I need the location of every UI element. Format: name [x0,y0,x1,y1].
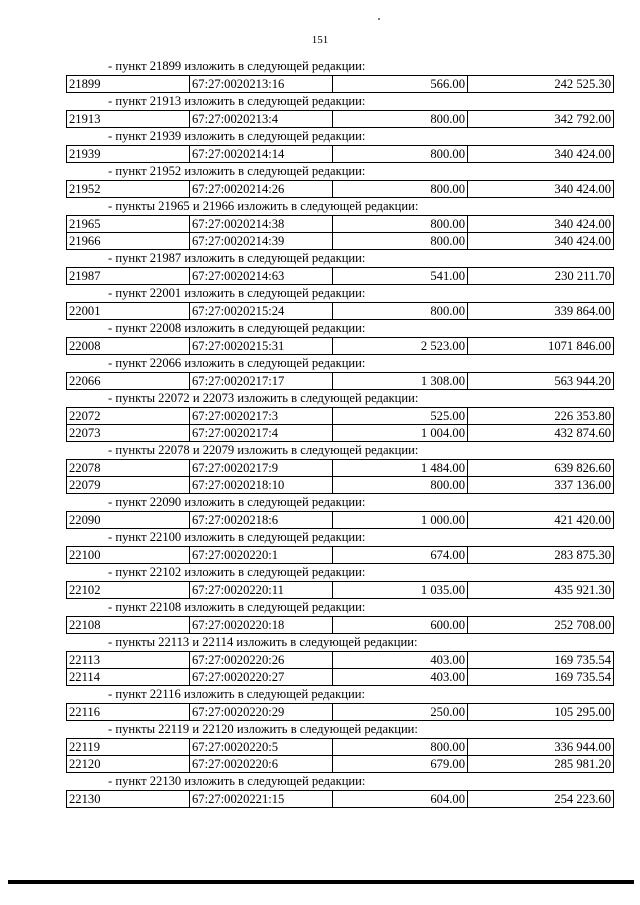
cadastral-number-cell: 67:27:0020217:9 [190,460,333,477]
table-row [67,76,614,93]
point-number-cell: 22120 [67,756,190,773]
value-cell: 242 525.30 [468,76,614,93]
point-number-cell: 22108 [67,617,190,634]
area-cell: 2 523.00 [333,338,468,355]
point-number-cell: 22079 [67,477,190,494]
area-cell: 403.00 [333,669,468,686]
value-cell: 563 944.20 [468,373,614,390]
point-number-cell: 21913 [67,111,190,128]
area-cell: 250.00 [333,704,468,721]
table-row [67,216,614,233]
point-number-cell: 21899 [67,76,190,93]
amendment-table [66,407,614,442]
table-row [67,408,614,425]
area-cell: 403.00 [333,652,468,669]
table-row [67,303,614,320]
point-number-cell: 22113 [67,652,190,669]
area-cell: 800.00 [333,146,468,163]
table-row [67,268,614,285]
amendment-table [66,511,614,529]
amendment-table [66,651,614,686]
value-cell: 105 295.00 [468,704,614,721]
table-row [67,460,614,477]
amendment-heading: - пункт 22008 изложить в следующей редакции: [108,321,366,335]
cadastral-number-cell: 67:27:0020217:3 [190,408,333,425]
cadastral-number-cell: 67:27:0020218:10 [190,477,333,494]
cadastral-number-cell: 67:27:0020220:29 [190,704,333,721]
area-cell: 604.00 [333,791,468,808]
table-row [67,477,614,494]
area-cell: 541.00 [333,268,468,285]
point-number-cell: 22114 [67,669,190,686]
table-row [67,704,614,721]
cadastral-number-cell: 67:27:0020221:15 [190,791,333,808]
table-row [67,669,614,686]
cadastral-number-cell: 67:27:0020215:24 [190,303,333,320]
amendment-heading: - пункт 22066 изложить в следующей редакции: [108,356,366,370]
scan-speck [378,18,380,20]
area-cell: 1 000.00 [333,512,468,529]
point-number-cell: 22072 [67,408,190,425]
value-cell: 226 353.80 [468,408,614,425]
amendment-table [66,459,614,494]
value-cell: 340 424.00 [468,146,614,163]
amendment-heading: - пункты 21965 и 21966 изложить в следующей редакции: [108,199,419,213]
cadastral-number-cell: 67:27:0020218:6 [190,512,333,529]
amendment-table [66,703,614,721]
amendment-table [66,75,614,93]
point-number-cell: 22116 [67,704,190,721]
cadastral-number-cell: 67:27:0020220:27 [190,669,333,686]
amendment-table [66,267,614,285]
value-cell: 254 223.60 [468,791,614,808]
amendment-table [66,145,614,163]
value-cell: 432 874.60 [468,425,614,442]
value-cell: 230 211.70 [468,268,614,285]
amendment-table [66,546,614,564]
table-row [67,756,614,773]
area-cell: 566.00 [333,76,468,93]
cadastral-number-cell: 67:27:0020217:4 [190,425,333,442]
cadastral-number-cell: 67:27:0020217:17 [190,373,333,390]
value-cell: 340 424.00 [468,233,614,250]
value-cell: 336 944.00 [468,739,614,756]
point-number-cell: 21952 [67,181,190,198]
table-row [67,512,614,529]
point-number-cell: 21966 [67,233,190,250]
cadastral-number-cell: 67:27:0020220:11 [190,582,333,599]
cadastral-number-cell: 67:27:0020220:26 [190,652,333,669]
amendment-table [66,337,614,355]
value-cell: 169 735.54 [468,669,614,686]
table-row [67,547,614,564]
area-cell: 800.00 [333,181,468,198]
cadastral-number-cell: 67:27:0020214:38 [190,216,333,233]
amendment-heading: - пункт 22116 изложить в следующей редакции: [108,687,365,701]
table-row [67,338,614,355]
amendment-heading: - пункты 22113 и 22114 изложить в следующей редакции: [108,635,418,649]
table-row [67,233,614,250]
cadastral-number-cell: 67:27:0020220:6 [190,756,333,773]
area-cell: 800.00 [333,477,468,494]
amendment-heading: - пункт 21899 изложить в следующей редакции: [108,59,366,73]
page-number: 151 [311,34,329,46]
area-cell: 1 004.00 [333,425,468,442]
cadastral-number-cell: 67:27:0020213:16 [190,76,333,93]
amendment-table [66,110,614,128]
point-number-cell: 22100 [67,547,190,564]
value-cell: 342 792.00 [468,111,614,128]
table-row [67,582,614,599]
value-cell: 283 875.30 [468,547,614,564]
amendments-list [66,58,614,808]
amendment-heading: - пункт 21987 изложить в следующей редакции: [108,251,366,265]
amendment-table [66,302,614,320]
area-cell: 800.00 [333,216,468,233]
value-cell: 339 864.00 [468,303,614,320]
table-row [67,373,614,390]
amendment-table [66,738,614,773]
cadastral-number-cell: 67:27:0020214:26 [190,181,333,198]
point-number-cell: 22130 [67,791,190,808]
point-number-cell: 22073 [67,425,190,442]
amendment-heading: - пункт 21952 изложить в следующей редакции: [108,164,366,178]
value-cell: 169 735.54 [468,652,614,669]
amendment-heading: - пункты 22072 и 22073 изложить в следующей редакции: [108,391,419,405]
area-cell: 525.00 [333,408,468,425]
cadastral-number-cell: 67:27:0020214:63 [190,268,333,285]
amendment-table [66,180,614,198]
table-row [67,146,614,163]
cadastral-number-cell: 67:27:0020215:31 [190,338,333,355]
point-number-cell: 22102 [67,582,190,599]
area-cell: 1 484.00 [333,460,468,477]
table-row [67,111,614,128]
point-number-cell: 21987 [67,268,190,285]
area-cell: 674.00 [333,547,468,564]
value-cell: 340 424.00 [468,216,614,233]
amendment-table [66,372,614,390]
value-cell: 1071 846.00 [468,338,614,355]
point-number-cell: 22078 [67,460,190,477]
area-cell: 1 035.00 [333,582,468,599]
amendment-heading: - пункт 22108 изложить в следующей редакции: [108,600,366,614]
value-cell: 639 826.60 [468,460,614,477]
value-cell: 337 136.00 [468,477,614,494]
amendment-heading: - пункт 21939 изложить в следующей редакции: [108,129,366,143]
table-row [67,791,614,808]
amendment-heading: - пункт 22100 изложить в следующей редакции: [108,530,366,544]
area-cell: 679.00 [333,756,468,773]
amendment-heading: - пункт 22001 изложить в следующей редакции: [108,286,366,300]
table-row [67,739,614,756]
point-number-cell: 22001 [67,303,190,320]
area-cell: 600.00 [333,617,468,634]
table-row [67,181,614,198]
amendment-table [66,790,614,808]
area-cell: 800.00 [333,233,468,250]
point-number-cell: 22090 [67,512,190,529]
value-cell: 252 708.00 [468,617,614,634]
cadastral-number-cell: 67:27:0020214:39 [190,233,333,250]
table-row [67,425,614,442]
amendment-table [66,616,614,634]
cadastral-number-cell: 67:27:0020214:14 [190,146,333,163]
cadastral-number-cell: 67:27:0020220:18 [190,617,333,634]
amendment-heading: - пункт 21913 изложить в следующей редакции: [108,94,366,108]
amendment-heading: - пункты 22078 и 22079 изложить в следующей редакции: [108,443,419,457]
cadastral-number-cell: 67:27:0020220:5 [190,739,333,756]
value-cell: 435 921.30 [468,582,614,599]
point-number-cell: 21939 [67,146,190,163]
amendment-heading: - пункт 22090 изложить в следующей редакции: [108,495,366,509]
point-number-cell: 22008 [67,338,190,355]
amendment-table [66,215,614,250]
footer-rule [8,880,634,884]
value-cell: 340 424.00 [468,181,614,198]
value-cell: 421 420.00 [468,512,614,529]
area-cell: 800.00 [333,111,468,128]
amendment-heading: - пункты 22119 и 22120 изложить в следующей редакции: [108,722,418,736]
point-number-cell: 21965 [67,216,190,233]
area-cell: 800.00 [333,739,468,756]
table-row [67,652,614,669]
table-row [67,617,614,634]
amendment-heading: - пункт 22102 изложить в следующей редакции: [108,565,366,579]
area-cell: 1 308.00 [333,373,468,390]
area-cell: 800.00 [333,303,468,320]
point-number-cell: 22119 [67,739,190,756]
cadastral-number-cell: 67:27:0020213:4 [190,111,333,128]
point-number-cell: 22066 [67,373,190,390]
amendment-table [66,581,614,599]
amendment-heading: - пункт 22130 изложить в следующей редакции: [108,774,366,788]
value-cell: 285 981.20 [468,756,614,773]
cadastral-number-cell: 67:27:0020220:1 [190,547,333,564]
